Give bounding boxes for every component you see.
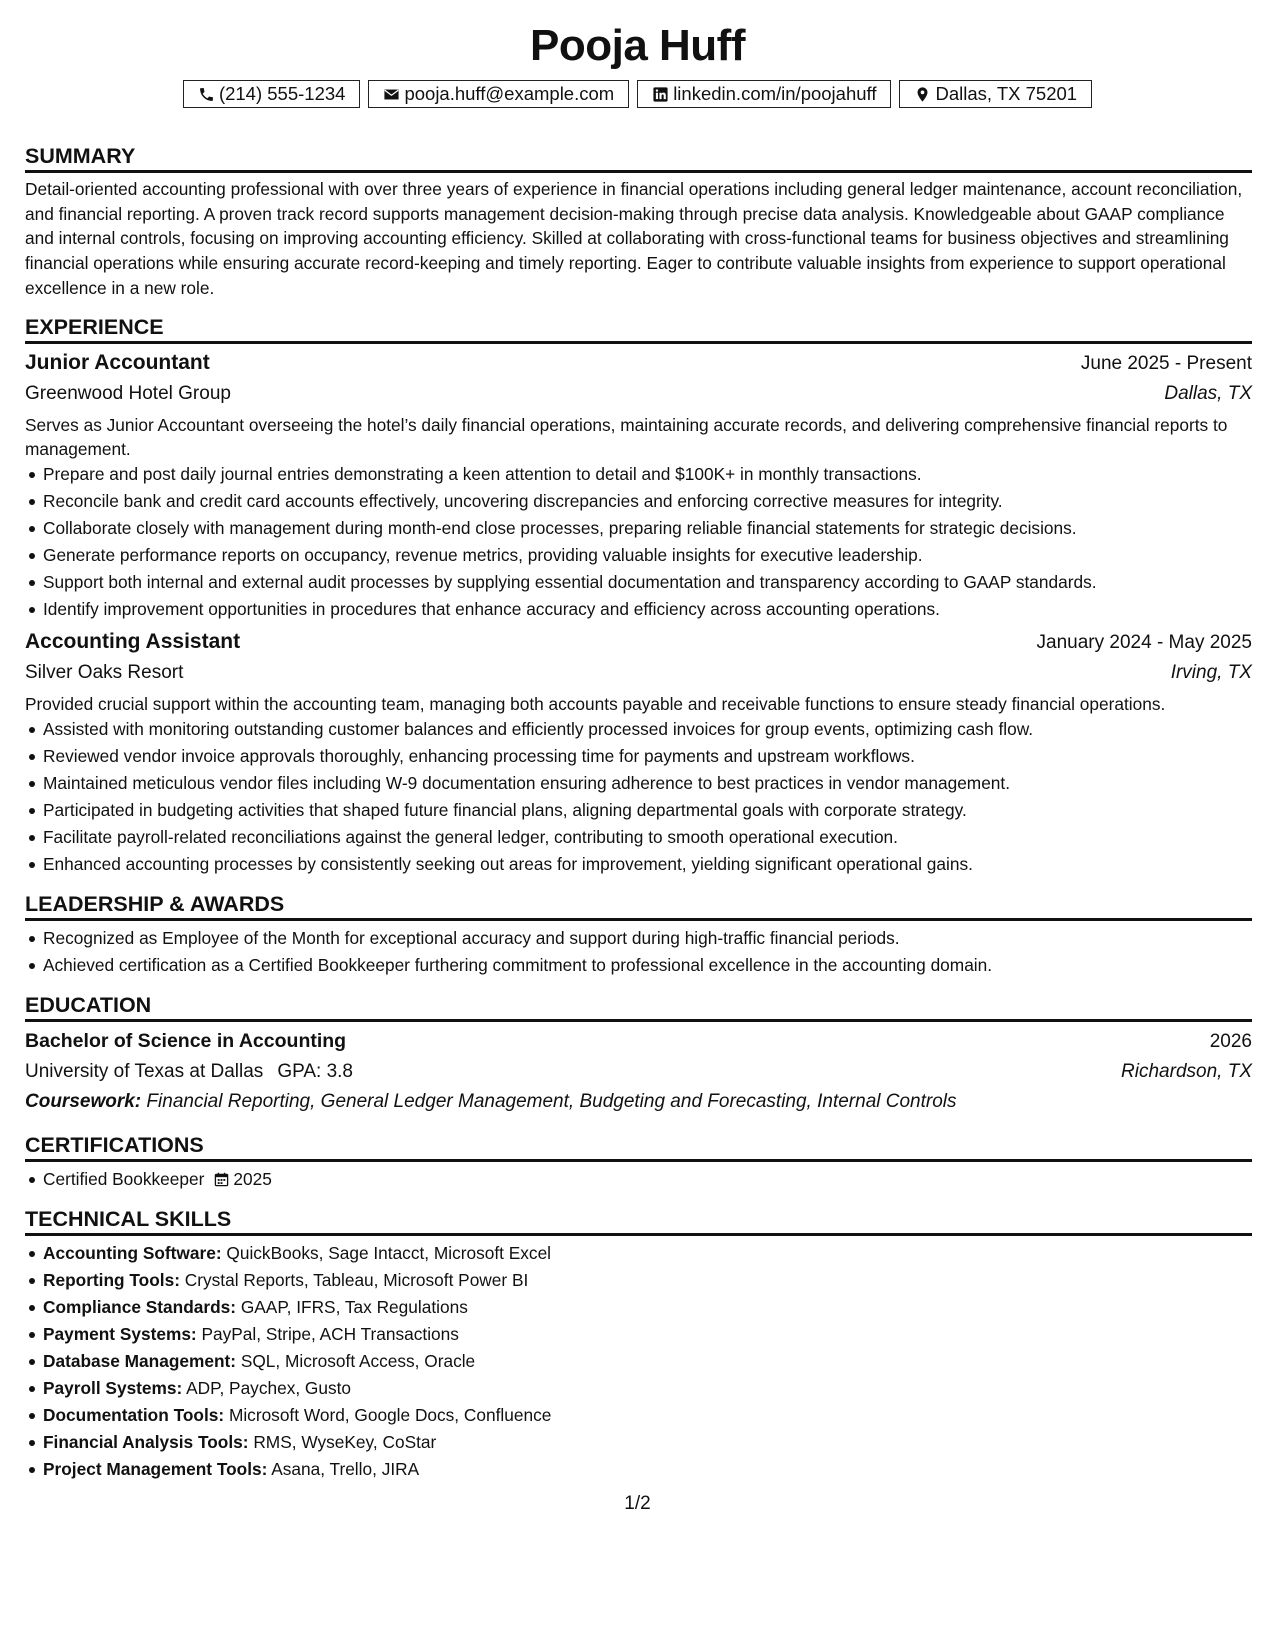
list-item: Generate performance reports on occupancy, revenue metrics, providing valuable insights for executive leadership.	[43, 542, 1252, 569]
job-dates: January 2024 - May 2025	[1036, 631, 1252, 653]
candidate-name: Pooja Huff	[530, 21, 745, 70]
certifications-list	[25, 1166, 1252, 1193]
linkedin-text: linkedin.com/in/poojahuff	[673, 83, 877, 104]
linkedin-icon	[652, 86, 669, 103]
graduation-year: 2026	[1209, 1030, 1252, 1052]
phone-icon	[198, 86, 215, 103]
skill-category: Reporting Tools:	[43, 1269, 180, 1290]
skills-heading: TECHNICAL SKILLS	[25, 1205, 1252, 1236]
experience-heading: EXPERIENCE	[25, 313, 1252, 344]
contact-phone[interactable]	[183, 80, 361, 108]
job-entry-2	[25, 627, 1252, 878]
certification-name: Certified Bookkeeper	[43, 1168, 205, 1189]
calendar-icon	[214, 1172, 229, 1187]
list-item: Achieved certification as a Certified Bookkeeper furthering commitment to professional excellence in the accounting domain.	[43, 952, 1252, 979]
skill-category: Compliance Standards:	[43, 1296, 237, 1317]
certification-year: 2025	[233, 1168, 272, 1189]
skill-category: Database Management:	[43, 1350, 237, 1371]
map-pin-icon	[914, 86, 931, 103]
contact-linkedin[interactable]	[637, 80, 891, 108]
skill-category: Documentation Tools:	[43, 1404, 225, 1425]
certifications-heading: CERTIFICATIONS	[25, 1131, 1252, 1162]
list-item	[43, 1166, 1252, 1193]
list-item: Support both internal and external audit processes by supplying essential documentation and transparency according to GAAP standards.	[43, 569, 1252, 596]
resume-body	[25, 142, 1252, 1483]
school-name: University of Texas at Dallas	[25, 1060, 264, 1082]
summary-text: Detail-oriented accounting professional with over three years of experience in financial operations including general ledger maintenance, account reconciliation, and financial reporting. A proven track record supports management decision-making through precise data analysis. Knowledgeable about GAAP compliance and internal controls, focusing on improving accounting efficiency. Skilled at collaborating with cross-functional teams for business objectives and streamlining financial operations while ensuring accurate record-keeping and timely reporting. Eager to contribute valuable insights from experience to support operational excellence in a new role.	[25, 179, 1243, 298]
job-company: Silver Oaks Resort	[25, 661, 184, 683]
job-bullets	[25, 716, 1252, 878]
coursework-label: Coursework:	[25, 1090, 142, 1112]
job-description: Provided crucial support within the accounting team, managing both accounts payable and receivable functions to ensure steady financial operations.	[25, 693, 1166, 714]
job-entry-1	[25, 348, 1252, 623]
list-item: Reconcile bank and credit card accounts effectively, uncovering discrepancies and enforcing corrective measures for integrity.	[43, 488, 1252, 515]
degree-name: Bachelor of Science in Accounting	[25, 1029, 347, 1052]
job-dates: June 2025 - Present	[1080, 352, 1252, 374]
list-item: Facilitate payroll-related reconciliations against the general ledger, contributing to smooth operational execution.	[43, 824, 1252, 851]
skill-category: Payroll Systems:	[43, 1377, 183, 1398]
education-heading: EDUCATION	[25, 991, 1252, 1022]
list-item: Prepare and post daily journal entries demonstrating a keen attention to detail and $100K+ in monthly transactions.	[43, 461, 1252, 488]
education-entry	[25, 1026, 1252, 1117]
list-item	[43, 1348, 1252, 1375]
list-item: Recognized as Employee of the Month for exceptional accuracy and support during high-traffic financial periods.	[43, 925, 1252, 952]
list-item	[43, 1429, 1252, 1456]
envelope-icon	[383, 86, 400, 103]
job-location: Dallas, TX	[1164, 382, 1252, 404]
location-text: Dallas, TX 75201	[935, 83, 1078, 104]
job-bullets	[25, 461, 1252, 623]
gpa-text: GPA: 3.8	[277, 1060, 353, 1082]
page-number: 1/2	[624, 1493, 651, 1514]
job-location: Irving, TX	[1170, 661, 1252, 683]
skill-category: Project Management Tools:	[43, 1458, 268, 1479]
coursework-list: Financial Reporting, General Ledger Management, Budgeting and Forecasting, Internal Controls	[146, 1090, 957, 1112]
phone-text: (214) 555-1234	[218, 83, 346, 104]
list-item	[43, 1321, 1252, 1348]
summary-heading: SUMMARY	[25, 142, 1252, 173]
skill-values: PayPal, Stripe, ACH Transactions	[201, 1323, 459, 1344]
list-item: Participated in budgeting activities that shaped future financial plans, aligning departmental goals with corporate strategy.	[43, 797, 1252, 824]
email-text: pooja.huff@example.com	[404, 83, 615, 104]
school-info	[25, 1057, 353, 1087]
job-description: Serves as Junior Accountant overseeing the hotel’s daily financial operations, maintaining accurate records, and delivering comprehensive financial reports to management.	[25, 414, 1228, 459]
skill-values: Asana, Trello, JIRA	[271, 1458, 420, 1479]
skill-values: Crystal Reports, Tableau, Microsoft Power BI	[184, 1269, 529, 1290]
list-item	[43, 1267, 1252, 1294]
skills-list	[25, 1240, 1252, 1483]
skill-values: Microsoft Word, Google Docs, Confluence	[228, 1404, 552, 1425]
job-role: Junior Accountant	[25, 350, 210, 374]
list-item	[43, 1402, 1252, 1429]
list-item	[43, 1375, 1252, 1402]
job-role: Accounting Assistant	[25, 629, 241, 653]
skill-values: RMS, WyseKey, CoStar	[253, 1431, 437, 1452]
list-item	[43, 1456, 1252, 1483]
list-item: Collaborate closely with management during month-end close processes, preparing reliable financial statements for strategic decisions.	[43, 515, 1252, 542]
contact-email[interactable]	[368, 80, 629, 108]
list-item: Reviewed vendor invoice approvals thoroughly, enhancing processing time for payments and upstream workflows.	[43, 743, 1252, 770]
skill-values: SQL, Microsoft Access, Oracle	[240, 1350, 476, 1371]
coursework	[25, 1087, 1252, 1117]
skill-values: GAAP, IFRS, Tax Regulations	[240, 1296, 468, 1317]
list-item: Maintained meticulous vendor files including W-9 documentation ensuring adherence to best practices in vendor management.	[43, 770, 1252, 797]
list-item	[43, 1294, 1252, 1321]
job-company: Greenwood Hotel Group	[25, 382, 231, 404]
list-item	[43, 1240, 1252, 1267]
list-item: Identify improvement opportunities in procedures that enhance accuracy and efficiency across accounting operations.	[43, 596, 1252, 623]
skill-category: Financial Analysis Tools:	[43, 1431, 249, 1452]
skill-values: ADP, Paychex, Gusto	[186, 1377, 352, 1398]
skill-values: QuickBooks, Sage Intacct, Microsoft Excel	[226, 1242, 552, 1263]
list-item: Enhanced accounting processes by consistently seeking out areas for improvement, yielding significant operational gains.	[43, 851, 1252, 878]
skill-category: Accounting Software:	[43, 1242, 222, 1263]
list-item: Assisted with monitoring outstanding customer balances and efficiently processed invoices for group events, optimizing cash flow.	[43, 716, 1252, 743]
skill-category: Payment Systems:	[43, 1323, 197, 1344]
leadership-bullets	[25, 925, 1252, 979]
leadership-heading: LEADERSHIP & AWARDS	[25, 890, 1252, 921]
school-location: Richardson, TX	[1121, 1060, 1252, 1082]
contact-bar	[0, 80, 1275, 108]
contact-location	[899, 80, 1092, 108]
